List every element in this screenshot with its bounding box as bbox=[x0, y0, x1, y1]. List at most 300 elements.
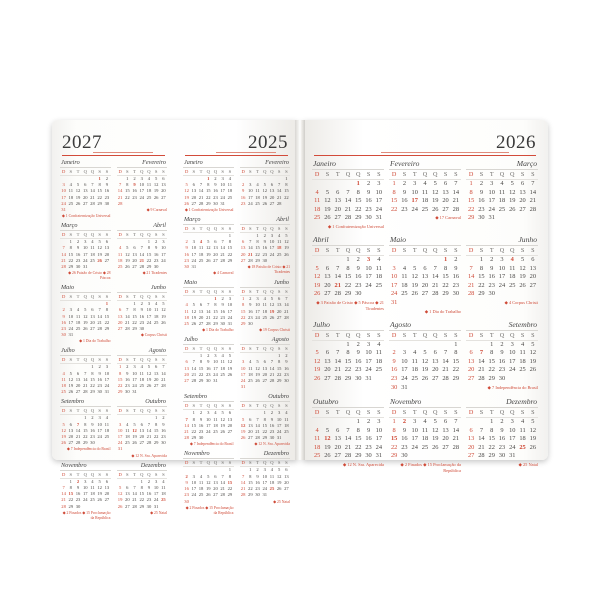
weekday-initial: S bbox=[228, 169, 232, 174]
weekday-initial: S bbox=[228, 460, 232, 466]
day-grid bbox=[117, 176, 168, 207]
month-rule bbox=[466, 169, 538, 170]
weekday-initial: Q bbox=[206, 169, 210, 174]
day-cell: 29 bbox=[227, 492, 233, 498]
day-cell-empty bbox=[322, 256, 332, 265]
day-cell: 14 bbox=[276, 188, 282, 194]
weekday-initial: S bbox=[154, 169, 158, 174]
day-cell: 11 bbox=[255, 188, 260, 194]
day-cell: 14 bbox=[432, 273, 439, 281]
day-cell: 24 bbox=[220, 194, 225, 200]
day-cell: 13 bbox=[125, 491, 130, 497]
day-cell: 15 bbox=[344, 357, 352, 365]
month-name: Maio bbox=[184, 279, 198, 287]
weekday-initial: Q bbox=[263, 346, 267, 352]
day-cell: 22 bbox=[132, 319, 137, 325]
day-cell: 10 bbox=[498, 264, 506, 272]
day-cell: 19 bbox=[509, 197, 516, 205]
day-cell: 14 bbox=[75, 427, 81, 433]
day-cell: 27 bbox=[132, 264, 137, 270]
day-cell: 23 bbox=[75, 257, 81, 263]
weekday-initial: D bbox=[184, 289, 189, 295]
day-cell: 7 bbox=[207, 302, 210, 308]
day-cell: 30 bbox=[269, 435, 275, 441]
weekday-initial: S bbox=[479, 246, 484, 254]
month-name: Setembro bbox=[61, 398, 85, 406]
day-cell: 8 bbox=[443, 264, 448, 272]
day-cell-empty bbox=[399, 256, 409, 265]
day-cell: 13 bbox=[442, 188, 449, 196]
weekday-initial: D bbox=[468, 246, 474, 254]
day-cell: 16 bbox=[213, 188, 218, 194]
day-cell: 4 bbox=[118, 245, 122, 251]
day-cell-empty bbox=[466, 341, 476, 350]
day-cell: 25 bbox=[90, 257, 95, 263]
day-cell: 13 bbox=[213, 479, 218, 485]
day-cell: 11 bbox=[146, 182, 152, 188]
day-cell: 17 bbox=[220, 188, 225, 194]
weekday-initial: S bbox=[162, 169, 165, 174]
day-cell: 12 bbox=[205, 479, 211, 485]
day-cell: 17 bbox=[82, 491, 88, 497]
weekday-initial: Q bbox=[90, 294, 95, 300]
day-cell: 9 bbox=[490, 264, 494, 272]
day-cell: 24 bbox=[365, 366, 372, 374]
month-block bbox=[183, 216, 234, 276]
day-cell: 27 bbox=[104, 497, 110, 503]
month-block bbox=[60, 222, 111, 281]
day-cell: 14 bbox=[248, 245, 253, 251]
day-cell: 14 bbox=[82, 376, 88, 382]
day-cell: 1 bbox=[479, 255, 484, 263]
day-cell: 3 bbox=[69, 307, 72, 313]
day-cell: 11 bbox=[153, 307, 159, 313]
day-cell: 13 bbox=[324, 357, 331, 365]
weekday-initial: S bbox=[98, 408, 101, 414]
month-rule bbox=[240, 344, 291, 345]
day-cell: 4 bbox=[69, 182, 72, 188]
day-cell: 1 bbox=[133, 301, 136, 307]
month-rule bbox=[183, 224, 234, 225]
day-cell: 30 bbox=[452, 290, 460, 298]
day-cell: 14 bbox=[344, 197, 352, 205]
day-cell: 30 bbox=[255, 492, 260, 498]
day-cell: 31 bbox=[104, 389, 110, 395]
day-cell: 9 bbox=[479, 188, 484, 196]
day-cell: 27 bbox=[529, 281, 537, 289]
day-cell: 23 bbox=[161, 434, 166, 440]
day-cell: 16 bbox=[365, 435, 372, 443]
day-cell: 1 bbox=[69, 239, 72, 245]
day-cell-empty bbox=[410, 341, 420, 350]
month-rule bbox=[60, 355, 111, 356]
day-cell: 13 bbox=[161, 182, 166, 188]
weekday-initial: T bbox=[489, 409, 494, 417]
day-cell: 18 bbox=[248, 371, 253, 377]
weekday-initial: D bbox=[241, 226, 245, 232]
day-cell: 9 bbox=[62, 313, 65, 319]
month-name: Maio bbox=[390, 234, 407, 244]
day-cell: 17 bbox=[498, 273, 506, 281]
weekday-initial: T bbox=[199, 289, 203, 295]
weekday-initial: D bbox=[314, 171, 320, 178]
day-cell: 18 bbox=[184, 314, 189, 320]
day-cell: 25 bbox=[220, 371, 225, 377]
weekday-initial: T bbox=[199, 403, 203, 409]
day-cell: 24 bbox=[488, 205, 495, 213]
day-cell: 11 bbox=[213, 416, 218, 422]
day-cell: 7 bbox=[270, 359, 274, 365]
day-cell: 2 bbox=[185, 473, 188, 479]
day-cell: 11 bbox=[220, 359, 225, 365]
day-cell: 21 bbox=[284, 308, 289, 314]
day-cell: 18 bbox=[509, 273, 516, 281]
day-cell: 18 bbox=[375, 273, 383, 281]
day-cell: 13 bbox=[75, 376, 81, 382]
day-cell: 5 bbox=[62, 421, 65, 427]
month-name: Março bbox=[184, 216, 201, 224]
day-cell: 25 bbox=[498, 205, 506, 213]
day-cell: 21 bbox=[90, 194, 95, 200]
day-grid bbox=[183, 467, 234, 504]
day-grid bbox=[183, 410, 234, 441]
day-cell: 9 bbox=[214, 182, 217, 188]
day-cell: 3 bbox=[500, 255, 504, 263]
day-cell: 17 bbox=[117, 434, 123, 440]
day-cell: 16 bbox=[390, 366, 398, 374]
day-cell: 24 bbox=[82, 257, 88, 263]
day-cell: 26 bbox=[82, 326, 88, 332]
day-cell: 3 bbox=[377, 180, 381, 187]
day-cell: 13 bbox=[269, 188, 275, 194]
day-cell: 8 bbox=[392, 188, 396, 196]
day-cell: 17 bbox=[139, 188, 145, 194]
month-block bbox=[183, 450, 234, 515]
day-cell: 9 bbox=[263, 239, 266, 245]
day-cell: 17 bbox=[240, 371, 246, 377]
day-cell: 21 bbox=[432, 281, 439, 289]
day-cell: 28 bbox=[61, 503, 66, 509]
day-cell: 25 bbox=[519, 366, 526, 374]
day-cell: 17 bbox=[488, 197, 495, 205]
day-cell: 7 bbox=[91, 182, 94, 188]
day-cell: 1 bbox=[207, 176, 210, 181]
day-cell: 28 bbox=[220, 257, 225, 263]
weekday-initial: S bbox=[154, 408, 158, 414]
day-cell: 28 bbox=[432, 290, 439, 298]
weekday-initial: Q bbox=[90, 357, 95, 363]
day-cell: 11 bbox=[90, 245, 95, 251]
month-name: Janeiro bbox=[313, 159, 336, 168]
day-cell: 19 bbox=[184, 194, 189, 200]
day-cell: 22 bbox=[255, 251, 260, 257]
day-cell: 19 bbox=[324, 205, 331, 213]
day-cell: 5 bbox=[423, 349, 427, 357]
day-cell: 8 bbox=[479, 264, 484, 272]
day-cell: 8 bbox=[199, 359, 203, 365]
weekday-header bbox=[117, 232, 168, 239]
day-cell: 21 bbox=[117, 194, 123, 200]
day-cell: 17 bbox=[191, 251, 197, 257]
weekday-initial: Q bbox=[356, 331, 361, 339]
day-cell: 18 bbox=[198, 486, 204, 492]
day-cell: 19 bbox=[153, 188, 159, 194]
weekday-header bbox=[312, 247, 384, 256]
weekday-initial: Q bbox=[422, 409, 428, 417]
day-cell: 31 bbox=[153, 503, 159, 509]
day-cell: 4 bbox=[140, 364, 143, 370]
day-cell: 11 bbox=[498, 188, 506, 196]
day-cell: 8 bbox=[490, 426, 494, 434]
day-cell: 24 bbox=[276, 429, 282, 435]
day-cell: 28 bbox=[478, 452, 485, 460]
month-block bbox=[60, 159, 111, 219]
day-cell: 8 bbox=[469, 188, 473, 196]
day-cell: 11 bbox=[198, 479, 204, 485]
holiday-notes: ◆ 7 Independência do Brasil bbox=[66, 447, 111, 452]
day-cell: 8 bbox=[454, 349, 458, 357]
day-cell: 13 bbox=[334, 435, 341, 443]
weekday-initial: S bbox=[249, 289, 252, 295]
day-cell: 21 bbox=[97, 319, 102, 325]
day-cell: 12 bbox=[284, 239, 289, 245]
day-cell: 1 bbox=[228, 467, 232, 473]
day-cell: 25 bbox=[68, 200, 74, 206]
weekday-header bbox=[466, 332, 538, 341]
day-cell: 31 bbox=[390, 298, 398, 306]
day-cell: 2 bbox=[256, 467, 259, 473]
weekday-initial: Q bbox=[263, 169, 267, 174]
day-cell: 12 bbox=[61, 427, 66, 433]
day-cell: 4 bbox=[91, 239, 94, 245]
day-grid bbox=[466, 418, 538, 461]
weekday-initial: Q bbox=[147, 471, 151, 477]
day-cell: 8 bbox=[192, 416, 195, 422]
day-cell: 23 bbox=[104, 194, 110, 200]
day-cell: 28 bbox=[269, 378, 275, 384]
day-cell: 30 bbox=[205, 378, 211, 384]
day-cell: 3 bbox=[249, 182, 252, 188]
month-rule bbox=[60, 292, 111, 293]
day-cell: 18 bbox=[313, 205, 321, 213]
day-cell: 23 bbox=[205, 371, 211, 377]
day-cell: 16 bbox=[184, 486, 189, 492]
day-cell: 30 bbox=[498, 452, 506, 460]
weekday-initial: D bbox=[184, 226, 189, 232]
weekday-initial: S bbox=[402, 409, 407, 417]
day-cell: 27 bbox=[324, 290, 331, 298]
day-cell: 23 bbox=[401, 205, 408, 213]
day-cell: 14 bbox=[467, 273, 475, 281]
day-cell: 3 bbox=[490, 180, 494, 187]
day-cell: 15 bbox=[344, 273, 352, 281]
day-cell: 3 bbox=[118, 421, 122, 427]
weekday-initial: S bbox=[249, 226, 252, 232]
weekday-initial: Q bbox=[206, 460, 210, 466]
day-cell: 9 bbox=[147, 484, 151, 490]
day-cell: 22 bbox=[90, 383, 95, 389]
day-cell: 30 bbox=[213, 200, 218, 206]
weekday-header bbox=[240, 346, 291, 353]
day-cell: 12 bbox=[220, 416, 225, 422]
day-cell: 21 bbox=[452, 197, 460, 205]
weekday-initial: S bbox=[520, 246, 525, 254]
day-cell: 8 bbox=[228, 473, 232, 479]
day-cell: 21 bbox=[334, 281, 341, 289]
day-cell: 7 bbox=[62, 245, 65, 251]
day-cell: 13 bbox=[467, 357, 475, 365]
weekday-initial: S bbox=[402, 331, 407, 339]
day-cell: 21 bbox=[161, 376, 166, 382]
day-cell: 23 bbox=[284, 371, 289, 377]
day-cell: 18 bbox=[213, 422, 218, 428]
day-cell: 19 bbox=[519, 273, 526, 281]
weekday-initial: Q bbox=[270, 403, 274, 409]
day-cell: 18 bbox=[139, 376, 145, 382]
day-cell: 16 bbox=[104, 188, 110, 194]
day-cell: 14 bbox=[161, 370, 166, 376]
weekday-initial: S bbox=[277, 460, 281, 466]
day-cell: 15 bbox=[68, 491, 74, 497]
day-cell: 29 bbox=[82, 440, 88, 446]
day-cell: 10 bbox=[248, 188, 253, 194]
day-cell: 23 bbox=[125, 383, 130, 389]
day-cell: 8 bbox=[69, 245, 72, 251]
day-cell: 1 bbox=[346, 255, 350, 263]
day-cell: 29 bbox=[139, 503, 145, 509]
day-cell: 5 bbox=[325, 188, 330, 196]
day-cell: 16 bbox=[97, 376, 102, 382]
day-cell: 28 bbox=[284, 314, 289, 320]
day-cell: 13 bbox=[529, 264, 537, 272]
holiday-notes: ◆ 1 Confraternização Universal bbox=[61, 214, 111, 219]
weekday-initial: S bbox=[98, 357, 101, 363]
day-cell: 26 bbox=[125, 264, 130, 270]
day-cell: 3 bbox=[155, 478, 158, 484]
day-cell: 18 bbox=[227, 188, 233, 194]
day-cell: 21 bbox=[132, 497, 137, 503]
weekday-initial: D bbox=[184, 346, 189, 352]
day-cell: 2 bbox=[479, 180, 484, 187]
day-cell: 27 bbox=[248, 435, 253, 441]
year-title: 2026 bbox=[496, 132, 536, 153]
day-cell: 26 bbox=[519, 281, 526, 289]
weekday-initial: S bbox=[221, 346, 224, 352]
day-cell: 23 bbox=[132, 194, 137, 200]
day-cell: 7 bbox=[336, 349, 340, 357]
day-cell: 19 bbox=[68, 383, 74, 389]
day-cell: 27 bbox=[442, 443, 449, 451]
day-cell: 5 bbox=[433, 180, 437, 187]
day-cell: 6 bbox=[423, 264, 427, 272]
day-cell: 14 bbox=[529, 188, 537, 196]
day-cell: 2 bbox=[356, 255, 360, 263]
day-cell: 3 bbox=[133, 364, 136, 370]
weekday-initial: D bbox=[118, 294, 122, 300]
day-cell: 6 bbox=[270, 182, 274, 188]
day-cell: 29 bbox=[132, 326, 137, 332]
weekday-initial: S bbox=[377, 171, 381, 178]
day-cell: 25 bbox=[146, 194, 152, 200]
day-cell: 13 bbox=[153, 370, 159, 376]
day-cell: 3 bbox=[192, 239, 195, 245]
month-name: Dezembro bbox=[506, 397, 537, 407]
day-cell: 29 bbox=[488, 374, 495, 382]
day-cell: 1 bbox=[454, 340, 458, 348]
day-cell: 27 bbox=[276, 314, 282, 320]
day-cell: 10 bbox=[205, 416, 211, 422]
holiday-notes: ◆ 21 Tiradentes bbox=[142, 271, 167, 276]
day-cell: 15 bbox=[139, 491, 145, 497]
day-cell: 3 bbox=[221, 176, 224, 181]
day-cell: 15 bbox=[442, 273, 449, 281]
day-cell: 16 bbox=[498, 357, 506, 365]
day-cell-empty bbox=[333, 180, 343, 189]
day-cell: 28 bbox=[478, 374, 485, 382]
day-cell: 9 bbox=[500, 349, 504, 357]
day-cell: 21 bbox=[276, 194, 282, 200]
day-cell: 3 bbox=[510, 340, 514, 348]
day-cell: 9 bbox=[185, 479, 188, 485]
day-cell: 30 bbox=[146, 503, 152, 509]
day-cell: 15 bbox=[488, 435, 495, 443]
day-cell: 15 bbox=[205, 188, 211, 194]
day-cell: 4 bbox=[147, 176, 151, 181]
day-cell: 23 bbox=[365, 205, 372, 213]
weekday-initial: S bbox=[249, 346, 252, 352]
day-cell-empty bbox=[476, 418, 486, 427]
day-grid bbox=[240, 176, 291, 207]
weekday-initial: Q bbox=[345, 331, 351, 339]
day-cell: 3 bbox=[377, 418, 381, 426]
weekday-header bbox=[117, 408, 168, 415]
day-cell: 6 bbox=[433, 349, 437, 357]
day-cell: 17 bbox=[153, 491, 159, 497]
weekday-header bbox=[117, 169, 168, 176]
month-rule bbox=[183, 401, 234, 402]
weekday-initial: S bbox=[162, 232, 165, 238]
day-cell: 22 bbox=[452, 366, 460, 374]
day-cell: 6 bbox=[84, 182, 87, 188]
month-block bbox=[183, 393, 234, 447]
weekday-initial: D bbox=[241, 403, 245, 409]
day-cell: 9 bbox=[126, 370, 129, 376]
day-cell: 4 bbox=[285, 410, 288, 416]
day-cell: 15 bbox=[355, 435, 362, 443]
day-cell: 18 bbox=[68, 194, 74, 200]
day-cell: 27 bbox=[269, 200, 275, 206]
weekday-initial: T bbox=[76, 294, 80, 300]
day-cell: 15 bbox=[227, 245, 233, 251]
weekday-initial: S bbox=[249, 460, 252, 466]
day-cell: 4 bbox=[510, 255, 514, 263]
day-cell: 6 bbox=[105, 239, 109, 245]
month-rule bbox=[60, 406, 111, 407]
day-cell: 7 bbox=[98, 307, 101, 313]
day-cell: 1 bbox=[249, 467, 252, 473]
day-cell: 6 bbox=[336, 426, 340, 434]
day-cell: 24 bbox=[97, 434, 102, 440]
day-cell: 4 bbox=[500, 180, 504, 187]
day-cell: 14 bbox=[117, 188, 123, 194]
day-cell: 21 bbox=[75, 434, 81, 440]
weekday-initial: Q bbox=[83, 357, 87, 363]
weekday-initial: S bbox=[443, 171, 448, 178]
weekday-initial: S bbox=[325, 171, 330, 178]
day-grid bbox=[117, 364, 168, 395]
day-cell: 30 bbox=[478, 214, 485, 222]
day-cell: 26 bbox=[240, 435, 246, 441]
